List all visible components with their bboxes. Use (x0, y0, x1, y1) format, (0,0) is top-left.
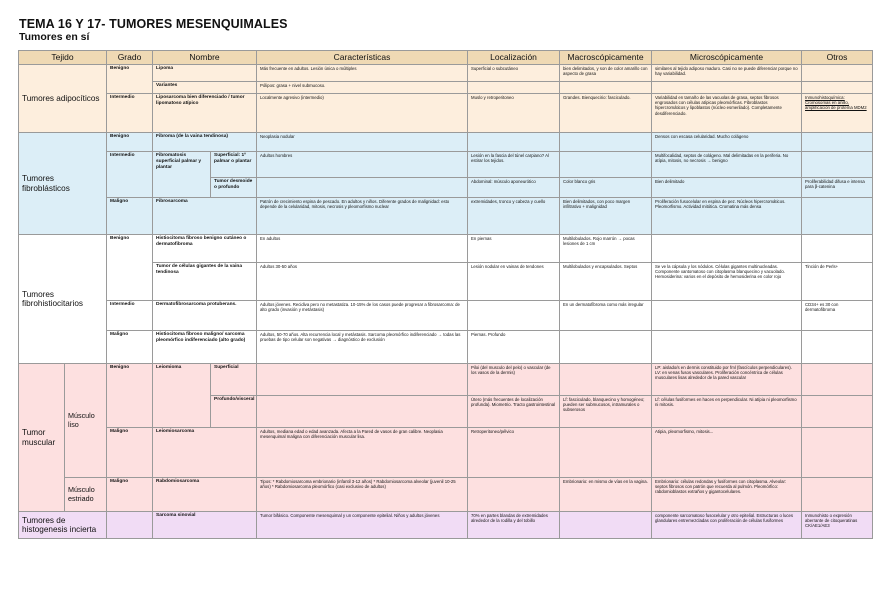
document-subtitle: Tumores en sí (19, 31, 90, 43)
micro-cell: Densos con escasa celularidad. Mucho colágeno (652, 133, 802, 152)
macro-cell (560, 331, 652, 364)
location-cell (468, 478, 560, 512)
other-cell: Proliferabilidad difusa e intensa para β-catenina (802, 178, 873, 198)
characteristics-cell: Neoplasia nodular (257, 133, 468, 152)
table-row (19, 428, 873, 478)
location-cell: Muslo y retroperitoneo (468, 94, 560, 133)
macro-cell (560, 133, 652, 152)
location-cell: Abdominal: músculo aponeurótico (468, 178, 560, 198)
tumor-name: Fibrosarcoma (153, 198, 257, 235)
grade-cell: Maligno (107, 428, 153, 478)
header-caracteristicas: Características (257, 51, 468, 65)
macro-cell: Embrionario: en mismo de vías en la vagina. (560, 478, 652, 512)
tumor-subtype: Superficial (211, 364, 257, 396)
micro-cell: Variabilidad en tamaño de las vacuolas de grasa, septos fibrosos engrosados con células atípicas pleomórficas. Fibroblastos hipercromáticos y lipoblastos (núcleo esmerilado). Completamente desdiferenciado. (652, 94, 802, 133)
macro-cell: Grandes. Bienquecirio: fasciculado. (560, 94, 652, 133)
other-cell (802, 133, 873, 152)
table-row (19, 65, 873, 82)
subtissue-smooth: Músculo liso (65, 364, 107, 478)
other-cell (802, 65, 873, 82)
macro-cell: En un dermatofibroma como más irregular (560, 301, 652, 331)
document-title: TEMA 16 Y 17- TUMORES MESENQUIMALES (19, 17, 288, 31)
location-cell: En piernas (468, 235, 560, 263)
tumor-name: Liposarcoma bien diferenciado / tumor lipomatoso atípico (153, 94, 257, 133)
tissue-fibroblastic: Tumores fibroblásticos (19, 133, 107, 235)
location-cell: Piernas. Profundo (468, 331, 560, 364)
micro-cell (652, 82, 802, 94)
grade-cell (107, 512, 153, 539)
macro-cell (560, 428, 652, 478)
characteristics-cell: Adultos, mediana edad o edad avanzada. Afecta a la Pared de vasos de gran calibre. Neoplasia mesenquimal maligna con diferenciación muscular lisa. (257, 428, 468, 478)
table-row (19, 235, 873, 263)
other-cell (802, 94, 873, 133)
table-row (19, 364, 873, 396)
header-nombre: Nombre (153, 51, 257, 65)
micro-cell (652, 331, 802, 364)
header-macro: Macroscópicamente (560, 51, 652, 65)
micro-cell: Atipia, pleomorfismo, mitosis... (652, 428, 802, 478)
micro-cell: Bien delimitado (652, 178, 802, 198)
other-cell: CD34+ es 30 con dermatofibroma (802, 301, 873, 331)
macro-cell: Color blanco gris (560, 178, 652, 198)
grade-cell: Benigno (107, 364, 153, 428)
macro-cell (560, 364, 652, 396)
tumor-name: Dermatofibrosarcoma protuberans. (153, 301, 257, 331)
other-cell (802, 478, 873, 512)
tumor-name: Lipoma (153, 65, 257, 82)
other-cell: Inmunohisto o expresión aberrante de citoqueratinas CK/AE1/AE3 (802, 512, 873, 539)
tumor-name: Histiocitoma fibroso benigno cutáneo o dermatofibroma (153, 235, 257, 263)
micro-cell: Proliferación fusocelular en espina de pez. Núcleos hipercromáticos. Pleomorfismo. Actividad mitótica. Cromatina más densa (652, 198, 802, 235)
tumor-name: Tumor de células gigantes de la vaina tendinosa (153, 263, 257, 301)
header-tejido: Tejido (19, 51, 107, 65)
grade-cell: Benigno (107, 235, 153, 301)
characteristics-cell: Adultos, 50-70 años. Alta recurrencia local y metástasis. Sarcoma pleomórfico indiferenciado → todas las pruebas de tipo celular son negativas → diagnóstico de exclusión (257, 331, 468, 364)
micro-cell: Embrionario: células redondas y fusiformes con citoplasma. Alveolar: septos fibrosos con patrón que recuerda al pulmón. Pleomórfico: rabdomioblastos extraños y gigantocelulares. (652, 478, 802, 512)
tumor-name: Histiocitoma fibroso maligno/ sarcoma pleomórfico indiferenciado (alto grado) (153, 331, 257, 364)
subtissue-striated: Músculo estriado (65, 478, 107, 512)
tumor-subtype: Superficial: 1º palmar o plantar (211, 152, 257, 178)
macro-cell (560, 512, 652, 539)
table-row (19, 512, 873, 539)
header-grado: Grado (107, 51, 153, 65)
characteristics-cell: Adultos hombres (257, 152, 468, 178)
characteristics-cell (257, 396, 468, 428)
characteristics-cell: Adultos 30-50 años (257, 263, 468, 301)
tumor-name: Fibroma (de la vaina tendinosa) (153, 133, 257, 152)
other-cell (802, 331, 873, 364)
grade-cell: Intermedio (107, 301, 153, 331)
other-cell (802, 428, 873, 478)
grade-cell: Maligno (107, 478, 153, 512)
tumor-name: Fibromatosis superficial palmar y plantar (153, 152, 211, 198)
header-localizacion: Localización (468, 51, 560, 65)
location-cell: extremidades, tronco y cabeza y cuello (468, 198, 560, 235)
micro-cell (652, 235, 802, 263)
tumor-table (18, 50, 873, 539)
macro-cell (560, 82, 652, 94)
location-cell (468, 82, 560, 94)
grade-cell: Maligno (107, 198, 153, 235)
micro-cell: Se ve la cápsula y los nódulos. Células gigantes multinucleadas. Componente xantomatoso con citoplasma blanquecino y vacuolado. Hemosiderina: varios en el depósito de hemosiderina en color rojo (652, 263, 802, 301)
micro-cell: Multifocalidad, septos de colágeno. Mal delimitadas en la periferia. No atípia, mitosis, no necrosis → benigno (652, 152, 802, 178)
micro-cell: LP: aislado/s en dermis constituido por fml (fascículos perpendiculares). LV: en venas fusos vasculares. Proliferación concéntrica de células musculares lisas alrededor de la pared vascular (652, 364, 802, 396)
tissue-adipocitic: Tumores adipocíticos (19, 65, 107, 133)
characteristics-cell (257, 364, 468, 396)
other-cell (802, 198, 873, 235)
location-cell (468, 301, 560, 331)
macro-cell: Bien delimitados, con poco margen infiltrativo + malignidad (560, 198, 652, 235)
tumor-subtype: Tumor desmoide o profundo (211, 178, 257, 198)
macro-cell (560, 152, 652, 178)
tissue-fibrohistiocitic: Tumores fibrohistiocitarios (19, 235, 107, 364)
tissue-uncertain: Tumores de histogenesis incierta (19, 512, 107, 539)
other-cell (802, 235, 873, 263)
other-cell (802, 82, 873, 94)
other-text: Inmunohistoquímica: Cromosomas en anillo, amplificación de proteína MDM2 (805, 95, 867, 111)
grade-cell: Intermedio (107, 152, 153, 198)
table-row (19, 301, 873, 331)
micro-cell (652, 301, 802, 331)
table-header-row (19, 51, 873, 65)
location-cell: 70% en partes blandas de extremidades alrededor de la rodilla y del tobillo (468, 512, 560, 539)
other-cell: Tinción de Perls+ (802, 263, 873, 301)
grade-cell: Intermedio (107, 94, 153, 133)
macro-cell: bien delimitados, y son de color amarillo con aspecto de grasa (560, 65, 652, 82)
location-cell: Útero (más frecuentes de localización profunda). Miometrio. Tracto gastrointestinal (468, 396, 560, 428)
macro-cell: Multilobulados y encapsulados. Septos (560, 263, 652, 301)
characteristics-cell: Pólipos: grasa + nivel submucoso. (257, 82, 468, 94)
grade-cell: Benigno (107, 133, 153, 152)
micro-cell: similares al tejido adiposo maduro. Casi no se puede diferenciar porque no hay variabilidad. (652, 65, 802, 82)
macro-cell: Multilobulados. Rojo marrón → pocas lesiones de 1 cm (560, 235, 652, 263)
tissue-muscular: Tumor muscular (19, 364, 65, 512)
location-cell: Piloi (del musculo del pelo) o vascular (de los vasos de la dermis) (468, 364, 560, 396)
characteristics-cell: Tipos: * Rabdomiosarcoma embrionario (infantil 3-12 años) * Rabdomiosarcoma alveolar (juvenil 10-25 años) * Rabdomiosarcoma pleomórfico (casi exclusivo de adultos) (257, 478, 468, 512)
table-row (19, 94, 873, 133)
tumor-name: Rabdomiosarcoma (153, 478, 257, 512)
header-otros: Otros (802, 51, 873, 65)
tumor-subtype: Profundo/visceral (211, 396, 257, 428)
other-cell (802, 396, 873, 428)
location-cell: Lesión nodular en vainas de tendones (468, 263, 560, 301)
table-row (19, 133, 873, 152)
location-cell: Retroperitoneo/pélvico (468, 428, 560, 478)
characteristics-cell: En adultos (257, 235, 468, 263)
micro-cell: componente sarcomatoso fusocelular y otro epitelial. Estructuras o luces glandulares entremezcladas con proliferación de células fusiformes (652, 512, 802, 539)
characteristics-cell: Tumor bifásico. Componente mesenquimal y un componente epitelial. Niños y adultos jóvenes (257, 512, 468, 539)
table-row (19, 331, 873, 364)
grade-cell: Benigno (107, 65, 153, 94)
location-cell: Lesión en la fascia del túnel carpiano? Al estirar los tejidos. (468, 152, 560, 178)
tumor-name: Sarcoma sinovial (153, 512, 257, 539)
table-row (19, 478, 873, 512)
other-cell (802, 152, 873, 178)
characteristics-cell: Más frecuente en adultos. Lesión única o múltiples (257, 65, 468, 82)
location-cell (468, 133, 560, 152)
characteristics-cell: Localmente agresivo (intermedio) (257, 94, 468, 133)
characteristics-cell: Adultos jóvenes. Recidiva pero no metastatiza. 10-15% de los casos puede progresar a fibrosarcoma: de alto grado (invasión y metástasis) (257, 301, 468, 331)
macro-cell: Lf: fasciculado, blanquecino y homogéneo; pueden ser submucosos, intramurales o subserosos (560, 396, 652, 428)
tumor-name: Leiomioma (153, 364, 211, 428)
characteristics-cell (257, 178, 468, 198)
table-row (19, 152, 873, 178)
location-cell: Superficial o subcutáneo (468, 65, 560, 82)
other-cell (802, 364, 873, 396)
characteristics-cell: Patrón de crecimiento espina de pescado. En adultos y niños. Diferente grados de malignidad: esto depende de la celularidad, mitosis, necrosis y pleomorfismo nuclear (257, 198, 468, 235)
tumor-name: Leiomiosarcoma (153, 428, 257, 478)
header-micro: Microscópicamente (652, 51, 802, 65)
grade-cell: Maligno (107, 331, 153, 364)
micro-cell: Lf: células fusiformes en haces en perpendicular. Ni atípia ni pleomorfismo ni mitosis. (652, 396, 802, 428)
tumor-name: Variantes (153, 82, 257, 94)
table-row (19, 198, 873, 235)
